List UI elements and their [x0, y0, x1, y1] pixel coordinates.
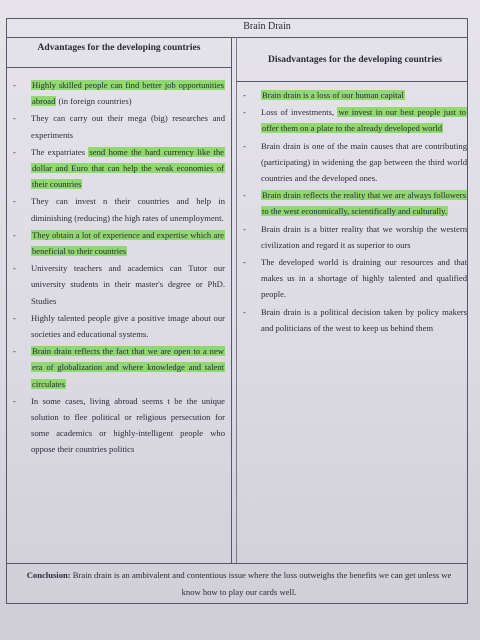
column-divider-inner	[236, 37, 237, 563]
disadvantages-item	[241, 187, 467, 219]
item-text: In some cases, living abroad seems t be the unique solution to flee political or religious persecution for some academics or highly-intelligent people who oppose their countries politics	[31, 395, 225, 455]
conclusion-divider	[7, 563, 467, 564]
bullet-dash: -	[243, 190, 246, 201]
conclusion-label: Conclusion:	[26, 570, 71, 580]
highlighted-text: send home the hard currency like the dollar and Euro that can help the weak economies of their countries	[32, 146, 224, 190]
highlighted-text: Brain drain reflects the reality that we are always followers to the west economically, scientifically and culturally.	[262, 190, 466, 217]
conclusion	[19, 567, 459, 601]
disadvantages-item	[241, 304, 467, 336]
advantages-item	[11, 227, 225, 259]
item-text: (in foreign countries)	[56, 96, 132, 107]
bullet-dash: -	[13, 346, 16, 357]
disadvantages-heading: Disadvantages for the developing countries	[268, 55, 442, 65]
item-text: Brain drain is a political decision taken by policy makers and politicians of the west to keep us behind them	[261, 306, 467, 333]
bullet-dash: -	[13, 113, 16, 124]
bullet-dash: -	[13, 229, 16, 240]
comparison-table	[6, 18, 468, 604]
advantages-list	[11, 77, 225, 459]
item-text: Highly talented people give a positive image about our societies and educational systems.	[31, 312, 225, 340]
item-text: They can carry out their mega (big) researches and experiments	[31, 113, 225, 140]
item-text: Brain drain is a bitter reality that we worship the western civilization and regard it as superior to ours	[261, 223, 467, 250]
item-text: The expatriates	[31, 146, 89, 157]
advantages-item	[11, 343, 225, 392]
highlighted-text: Highly skilled people can find better job opportunities abroad	[32, 80, 224, 107]
advantages-item	[11, 260, 225, 309]
bullet-dash: -	[13, 196, 16, 207]
highlighted-text: Brain drain is a loss of our human capital	[262, 90, 404, 100]
disadvantages-item	[241, 254, 467, 303]
bullet-dash: -	[243, 257, 246, 268]
bullet-dash: -	[243, 140, 246, 151]
disadvantages-item	[241, 221, 467, 253]
advantages-item	[11, 310, 225, 342]
bullet-dash: -	[13, 312, 16, 323]
highlighted-text: we invest in our best people just to offer them on a plate to the already developed world	[262, 107, 466, 134]
bullet-dash: -	[13, 263, 16, 274]
advantages-heading-rule	[7, 67, 231, 68]
conclusion-text: Brain drain is an ambivalent and contentious issue where the loss outweighs the benefits we can get unless we know how to play our cards well.	[70, 570, 452, 597]
advantages-item	[11, 393, 225, 458]
item-text: University teachers and academics can Tutor our university students in their master's degree or PhD. Studies	[31, 263, 225, 306]
item-text: Brain drain is one of the main causes that are contributing (participating) in widening the gap between the third world countries and the developed ones.	[261, 140, 467, 184]
document-title: Brain Drain	[243, 21, 291, 32]
advantages-item	[11, 193, 225, 225]
item-text: Loss of investments,	[261, 107, 338, 118]
title-divider	[7, 37, 467, 38]
advantages-heading: Advantages for the developing countries	[37, 43, 201, 53]
advantages-item	[11, 77, 225, 109]
bullet-dash: -	[13, 80, 16, 90]
bullet-dash: -	[13, 146, 16, 157]
item-text: The developed world is draining our resources and that makes us in a shortage of highly talented and qualified people.	[261, 257, 467, 300]
bullet-dash: -	[243, 90, 246, 100]
column-divider	[231, 37, 232, 563]
disadvantages-list	[241, 87, 467, 337]
advantages-item	[11, 144, 225, 193]
bullet-dash: -	[13, 395, 16, 406]
highlighted-text: Brain drain reflects the fact that we are open to a new era of globalization and where knowledge and talent circulates	[32, 346, 224, 389]
disadvantages-item	[241, 138, 467, 187]
disadvantages-item	[241, 104, 467, 136]
highlighted-text: They obtain a lot of experience and expertise which are beneficial to their countries	[32, 229, 224, 257]
bullet-dash: -	[243, 223, 246, 234]
item-text: They can invest n their countries and help in diminishing (reducing) the high rates of unemployment.	[31, 196, 225, 223]
bullet-dash: -	[243, 306, 246, 317]
disadvantages-heading-rule	[236, 81, 467, 82]
advantages-item	[11, 110, 225, 142]
disadvantages-item	[241, 87, 467, 103]
bullet-dash: -	[243, 107, 246, 118]
